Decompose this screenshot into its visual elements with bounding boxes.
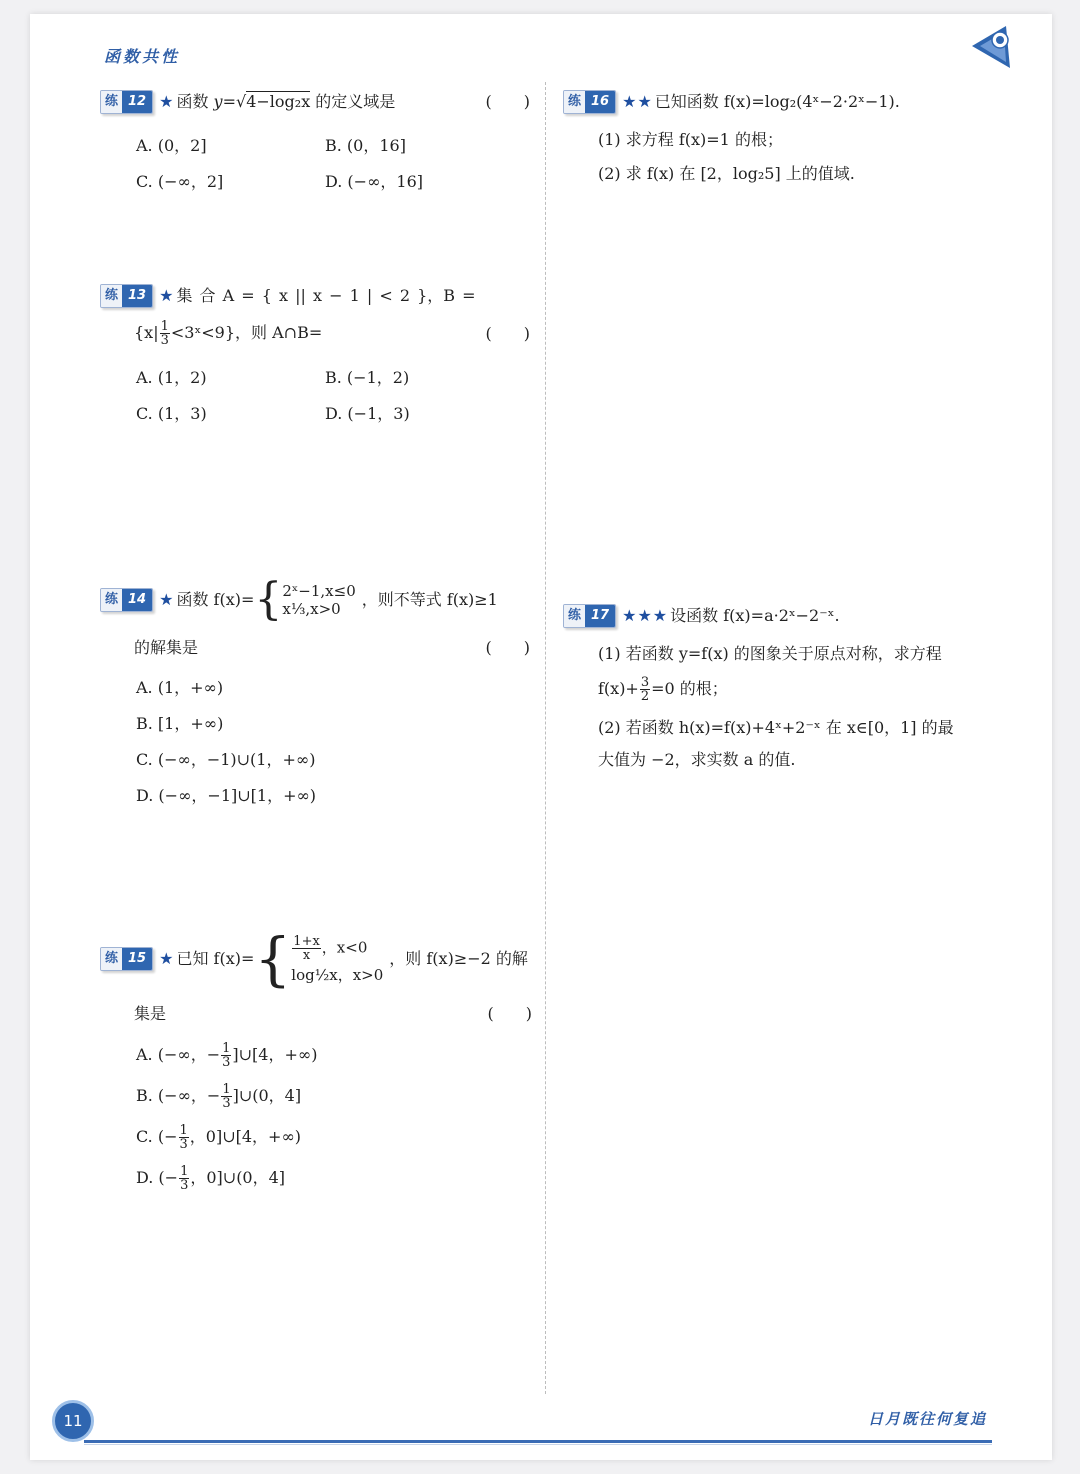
question-14 bbox=[100, 572, 530, 812]
question-stem: 函数 y=√4−log₂x 的定义域是 bbox=[176, 92, 396, 111]
subquestion-2: (2) 求 f(x) 在 [2，log₂5] 上的值域. bbox=[598, 164, 855, 183]
question-badge: 练 14 bbox=[100, 588, 153, 612]
difficulty-stars: ★ bbox=[159, 590, 175, 609]
option-a: A. (1，2) bbox=[136, 368, 207, 387]
option-a: A. (0，2] bbox=[136, 136, 207, 155]
question-17 bbox=[563, 604, 1003, 774]
question-stem: 函数 f(x)= bbox=[176, 590, 255, 609]
option-b: B. [1，+∞) bbox=[136, 714, 224, 733]
option-a: A. (1，+∞) bbox=[136, 678, 224, 697]
footer-slogan: 日月既往何复追 bbox=[868, 1410, 988, 1428]
option-c: C. (1，3) bbox=[136, 404, 207, 423]
question-badge: 练 15 bbox=[100, 947, 153, 971]
answer-bracket: ( ) bbox=[485, 92, 530, 111]
option-d: D. (−∞，16] bbox=[325, 172, 424, 191]
difficulty-stars: ★ bbox=[159, 286, 175, 305]
option-d: D. (− $\frac{1}{3}$ ，0]∪(0，4] bbox=[136, 1164, 286, 1193]
subquestion-1-cont: f(x)+ $\frac{3}{2}$ =0 的根； bbox=[598, 675, 728, 704]
question-badge: 练 17 bbox=[563, 604, 616, 628]
footer-rule-shadow bbox=[84, 1444, 992, 1445]
option-d: D. (−1，3) bbox=[325, 404, 410, 423]
piecewise-cases: $\frac{1+x}{x}$ ，x<0 log½x，x>0 bbox=[291, 933, 384, 984]
subquestion-1: (1) 求方程 f(x)=1 的根； bbox=[598, 130, 783, 149]
question-12 bbox=[100, 90, 530, 200]
piecewise-cases: 2ˣ−1,x≤0 x⅓,x>0 bbox=[282, 582, 356, 618]
piecewise-brace: { bbox=[254, 574, 283, 625]
question-stem: 集 合 A = { x || x − 1 | < 2 }，B = bbox=[176, 286, 476, 305]
question-16 bbox=[563, 90, 1003, 190]
difficulty-stars: ★ bbox=[159, 92, 175, 111]
option-d: D. (−∞，−1]∪[1，+∞) bbox=[136, 786, 317, 805]
column-divider bbox=[545, 82, 546, 1394]
option-b: B. (−∞，− $\frac{1}{3}$ ]∪(0，4] bbox=[136, 1082, 302, 1111]
footer-rule bbox=[84, 1440, 992, 1443]
answer-bracket: ( ) bbox=[485, 324, 530, 343]
option-b: B. (−1，2) bbox=[325, 368, 410, 387]
option-c: C. (−∞，2] bbox=[136, 172, 224, 191]
question-stem-tail: ，则 f(x)≥−2 的解 bbox=[389, 949, 528, 968]
header-title: 函数共性 bbox=[104, 47, 181, 66]
question-stem-line2: {x| $\frac{1}{3}$ <3ˣ<9}，则 A∩B= bbox=[134, 319, 323, 348]
option-a: A. (−∞，− $\frac{1}{3}$ ]∪[4，+∞) bbox=[136, 1041, 318, 1070]
brand-logo-icon bbox=[966, 22, 1014, 72]
subquestion-2: (2) 若函数 h(x)=f(x)+4ˣ+2⁻ˣ 在 x∈[0，1] 的最 bbox=[598, 718, 954, 737]
option-c: C. (− $\frac{1}{3}$ ，0]∪[4，+∞) bbox=[136, 1123, 302, 1152]
question-badge: 练 13 bbox=[100, 284, 153, 308]
question-stem-tail: ，则不等式 f(x)≥1 bbox=[361, 590, 498, 609]
difficulty-stars: ★ bbox=[159, 949, 175, 968]
question-badge: 练 16 bbox=[563, 90, 616, 114]
option-c: C. (−∞，−1)∪(1，+∞) bbox=[136, 750, 316, 769]
difficulty-stars: ★★ bbox=[622, 92, 653, 111]
page-number-badge: 11 bbox=[52, 1400, 94, 1442]
answer-bracket: ( ) bbox=[485, 638, 530, 657]
option-b: B. (0，16] bbox=[325, 136, 406, 155]
question-stem: 已知函数 f(x)=log₂(4ˣ−2·2ˣ−1). bbox=[654, 92, 900, 111]
question-15 bbox=[100, 924, 532, 1200]
subquestion-2-cont: 大值为 −2，求实数 a 的值. bbox=[598, 750, 796, 769]
piecewise-brace: { bbox=[254, 925, 292, 993]
question-stem: 已知 f(x)= bbox=[176, 949, 255, 968]
answer-bracket: ( ) bbox=[487, 1004, 532, 1023]
question-stem: 设函数 f(x)=a·2ˣ−2⁻ˣ. bbox=[670, 606, 840, 625]
question-stem-line2: 的解集是 bbox=[134, 638, 199, 657]
question-13 bbox=[100, 284, 530, 434]
subquestion-1: (1) 若函数 y=f(x) 的图象关于原点对称，求方程 bbox=[598, 644, 942, 663]
question-stem-line2: 集是 bbox=[134, 1004, 167, 1023]
difficulty-stars: ★★★ bbox=[622, 606, 669, 625]
question-badge: 练 12 bbox=[100, 90, 153, 114]
